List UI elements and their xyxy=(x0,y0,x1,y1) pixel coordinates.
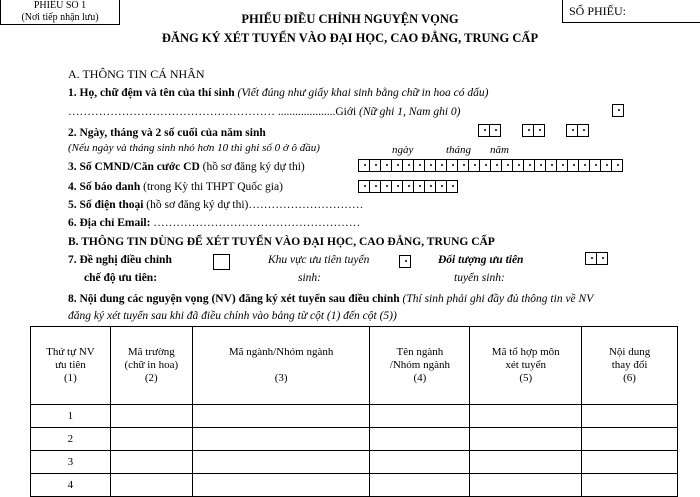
form-subtitle: ĐĂNG KÝ XÉT TUYỂN VÀO ĐẠI HỌC, CAO ĐẲNG, TRUNG CẤP xyxy=(161,31,539,45)
field-8-note-1: (Thí sinh phải ghi đầy đủ thông tin về NV xyxy=(402,293,594,305)
gender-box[interactable] xyxy=(612,104,624,117)
field-5-row xyxy=(68,198,363,212)
major-name-cell[interactable] xyxy=(370,474,470,497)
row-number: 3 xyxy=(31,451,111,474)
major-name-cell[interactable] xyxy=(370,405,470,428)
col-major-name: Tên ngành /Nhóm ngành (4) xyxy=(370,327,470,405)
section-a-heading: A. THÔNG TIN CÁ NHÂN xyxy=(68,67,205,81)
field-7-label-2: chế độ ưu tiên: xyxy=(84,272,158,284)
field-1-gender-note: (Nữ ghi 1, Nam ghi 0) xyxy=(359,106,461,118)
field-1-note: (Viết đúng như giấy khai sinh bằng chữ in hoa có dấu) xyxy=(237,87,489,99)
field-6-dots: ……………………………………………… xyxy=(153,217,361,229)
field-3-label: 3. Số CMND/Căn cước CD xyxy=(68,161,200,173)
field-3-row xyxy=(68,160,305,174)
field-6-label: 6. Địa chỉ Email: xyxy=(68,217,151,229)
change-content-cell[interactable] xyxy=(582,428,678,451)
row-number: 2 xyxy=(31,428,111,451)
col-school-code: Mã trường (chữ in hoa) (2) xyxy=(110,327,192,405)
section-b-heading: B. THÔNG TIN DÙNG ĐỂ XÉT TUYỂN VÀO ĐẠI HỌC, CAO ĐẲNG, TRUNG CẤP xyxy=(68,236,495,248)
wish-table xyxy=(30,326,678,497)
major-code-cell[interactable] xyxy=(192,474,370,497)
day-caption: ngày xyxy=(392,144,414,156)
form-title: PHIẾU ĐIỀU CHỈNH NGUYỆN VỌNG xyxy=(241,12,459,26)
subject-combo-cell[interactable] xyxy=(470,451,582,474)
target-label-2: tuyển sinh: xyxy=(454,272,505,284)
subject-combo-cell[interactable] xyxy=(470,474,582,497)
table-row xyxy=(31,474,678,497)
col-wish-order: Thứ tự NV ưu tiên (1) xyxy=(31,327,111,405)
table-row xyxy=(31,405,678,428)
school-code-cell[interactable] xyxy=(110,474,192,497)
row-number: 1 xyxy=(31,405,111,428)
major-code-cell[interactable] xyxy=(192,451,370,474)
table-header-row xyxy=(31,327,678,405)
major-code-cell[interactable] xyxy=(192,428,370,451)
target-label-1: Đối tượng ưu tiên xyxy=(438,254,524,266)
field-4-row xyxy=(68,180,283,194)
form-place: (Nơi tiếp nhận lưu) xyxy=(21,12,99,23)
school-code-cell[interactable] xyxy=(110,428,192,451)
major-name-cell[interactable] xyxy=(370,451,470,474)
subject-combo-cell[interactable] xyxy=(470,428,582,451)
birth-year-boxes[interactable] xyxy=(566,124,589,137)
ticket-number-label: SỐ PHIẾU: xyxy=(569,4,627,18)
birth-day-boxes[interactable] xyxy=(478,124,501,137)
target-boxes[interactable] xyxy=(585,252,608,265)
field-4-label: 4. Số báo danh xyxy=(68,181,141,193)
region-box[interactable] xyxy=(399,255,411,268)
field-1-dots: ……………………………………………… ....................Giới xyxy=(68,106,357,118)
field-8-note-2: đăng ký xét tuyển sau khi đã điều chỉnh vào bảng từ cột (1) đến cột (5)) xyxy=(68,310,397,322)
field-5-label: 5. Số điện thoại xyxy=(68,199,144,211)
field-4-note: (trong Kỳ thi THPT Quốc gia) xyxy=(143,181,283,193)
field-1-fill-row xyxy=(68,105,461,119)
table-row xyxy=(31,451,678,474)
field-1-row xyxy=(68,86,488,100)
school-code-cell[interactable] xyxy=(110,405,192,428)
form-number: PHIẾU SỐ 1 xyxy=(33,0,87,11)
field-2-note: (Nếu ngày và tháng sinh nhỏ hơn 10 thì ghi số 0 ở ô đầu) xyxy=(68,142,320,154)
adjust-priority-checkbox[interactable] xyxy=(213,254,230,270)
subject-combo-cell[interactable] xyxy=(470,405,582,428)
col-change-content: Nội dung thay đổi (6) xyxy=(582,327,678,405)
field-2-label: 2. Ngày, tháng và 2 số cuối của năm sinh xyxy=(68,127,266,139)
id-number-boxes[interactable] xyxy=(358,159,623,172)
field-5-note: (hồ sơ đăng ký dự thi)………………………… xyxy=(146,199,364,211)
row-number: 4 xyxy=(31,474,111,497)
table-row xyxy=(31,428,678,451)
change-content-cell[interactable] xyxy=(582,451,678,474)
field-6-row xyxy=(68,216,360,230)
region-label-1: Khu vực ưu tiên tuyển xyxy=(268,254,370,266)
field-7-label-1: 7. Đề nghị điều chỉnh xyxy=(68,254,172,266)
region-label-2: sinh: xyxy=(298,272,321,284)
field-3-note: (hồ sơ đăng ký dự thi) xyxy=(202,161,305,173)
year-caption: năm xyxy=(490,144,509,156)
candidate-number-boxes[interactable] xyxy=(358,180,458,193)
major-code-cell[interactable] xyxy=(192,405,370,428)
school-code-cell[interactable] xyxy=(110,451,192,474)
field-1-label: 1. Họ, chữ đệm và tên của thí sinh xyxy=(68,87,235,99)
month-caption: tháng xyxy=(446,144,472,156)
field-8-row xyxy=(68,292,593,306)
col-major-code: Mã ngành/Nhóm ngành (3) xyxy=(192,327,370,405)
change-content-cell[interactable] xyxy=(582,474,678,497)
birth-month-boxes[interactable] xyxy=(522,124,545,137)
major-name-cell[interactable] xyxy=(370,428,470,451)
field-8-label: 8. Nội dung các nguyện vọng (NV) đăng ký xét tuyển sau điều chỉnh xyxy=(68,293,400,305)
col-subject-combo: Mã tổ hợp môn xét tuyển (5) xyxy=(470,327,582,405)
change-content-cell[interactable] xyxy=(582,405,678,428)
